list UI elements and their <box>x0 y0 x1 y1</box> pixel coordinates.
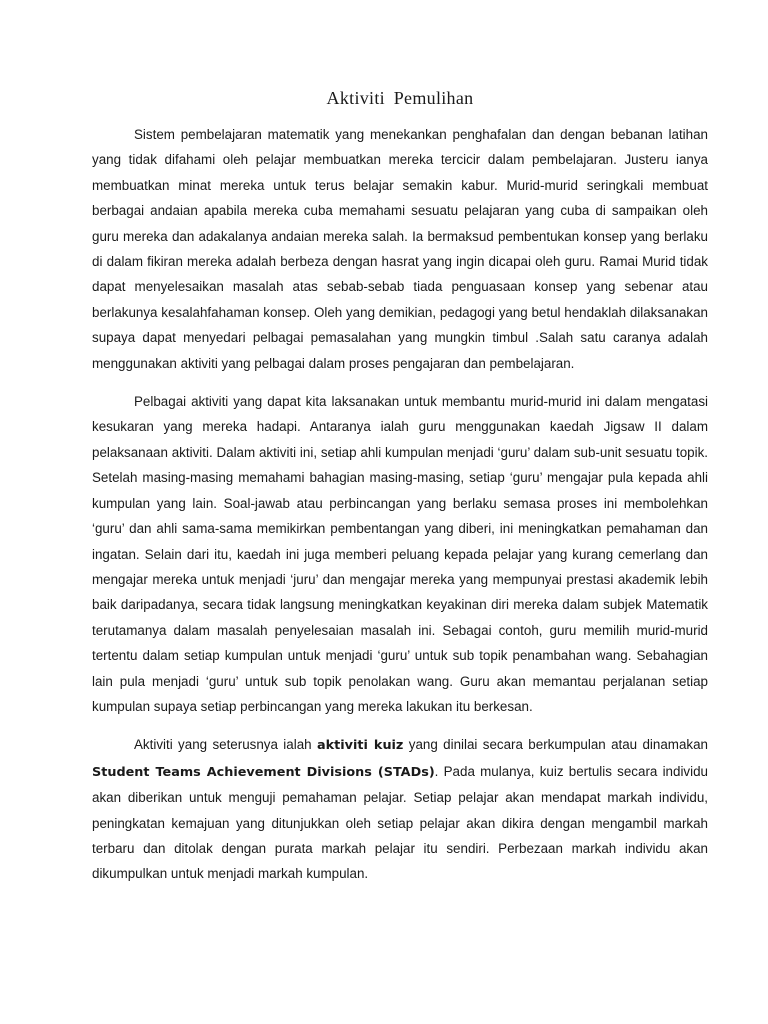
document-title: Aktiviti Pemulihan <box>326 88 474 108</box>
paragraph-3-bold-stads: Student Teams Achievement Divisions (STADs) <box>92 764 435 780</box>
paragraph-2: Pelbagai aktiviti yang dapat kita laksanakan untuk membantu murid-murid ini dalam mengatasi kesukaran yang mereka hadapi. Antaranya ialah guru menggunakan kaedah Jigsaw II dalam pelaksanaan aktiviti. Dalam aktiviti ini, setiap ahli kumpulan menjadi ‘guru’ dalam sub-unit sesuatu topik. Setelah masing-masing memahami bahagian masing-masing, setiap ‘guru’ mengajar pula kepada ahli kumpulan yang lain. Soal-jawab atau perbincangan yang berlaku semasa proses ini membolehkan ‘guru’ dan ahli sama-sama memikirkan pembentangan yang diberi, ini meningkatkan pemahaman dan ingatan. Selain dari itu, kaedah ini juga memberi peluang kepada pelajar yang kurang cemerlang dan mengajar mereka untuk menjadi ‘juru’ dan mengajar mereka yang mempunyai prestasi akademik lebih baik daripadanya, secara tidak langsung meningkatkan keyakinan diri mereka dalam subjek Matematik terutamanya dalam masalah penyelesaian masalah ini. Sebagai contoh, guru memilih murid-murid tertentu dalam setiap kumpulan untuk menjadi ‘guru’ untuk sub topik penambahan wang. Sebahagian lain pula menjadi ‘guru’ untuk sub topik penolakan wang. Guru akan memantau perjalanan setiap kumpulan supaya setiap perbincangan yang mereka lakukan itu berkesan. <box>92 394 708 714</box>
paragraph-3-text-1: Aktiviti yang seterusnya ialah <box>134 737 317 753</box>
paragraph-3-text-3: . Pada mulanya, kuiz bertulis secara individu akan diberikan untuk menguji pemahaman pelajar. Setiap pelajar akan mendapat markah individu, peningkatan kemajuan yang ditunjukkan oleh setiap pelajar akan dikira dengan mengambil markah terbaru dan ditolak dengan purata markah pelajar itu sendiri. Perbezaan markah individu akan dikumpulkan untuk menjadi markah kumpulan. <box>92 763 708 882</box>
paragraph-1: Sistem pembelajaran matematik yang menekankan penghafalan dan dengan bebanan latihan yang tidak difahami oleh pelajar membuatkan mereka tercicir dalam pembelajaran. Justeru ianya membuatkan minat mereka untuk terus belajar semakin kabur. Murid-murid seringkali membuat berbagai andaian apabila mereka cuba memahami sesuatu pelajaran yang cuba di sampaikan oleh guru mereka dan adakalanya andaian mereka salah. Ia bermaksud pembentukan konsep yang berlaku di dalam fikiran mereka adalah berbeza dengan hasrat yang ingin dicapai oleh guru. Ramai Murid tidak dapat menyelesaikan masalah atas sebab-sebab tiada penguasaan konsep yang sebenar atau berlakunya kesalahfahaman konsep. Oleh yang demikian, pedagogi yang betul hendaklah dilaksanakan supaya dapat menyedari pelbagai pemasalahan yang mungkin timbul .Salah satu caranya adalah menggunakan aktiviti yang pelbagai dalam proses pengajaran dan pembelajaran. <box>92 127 708 371</box>
paragraph-3 <box>92 732 708 886</box>
paragraph-3-bold-aktiviti-kuiz: aktiviti kuiz <box>316 738 404 754</box>
paragraph-3-text-2: yang dinilai secara berkumpulan atau dinamakan <box>403 737 708 753</box>
